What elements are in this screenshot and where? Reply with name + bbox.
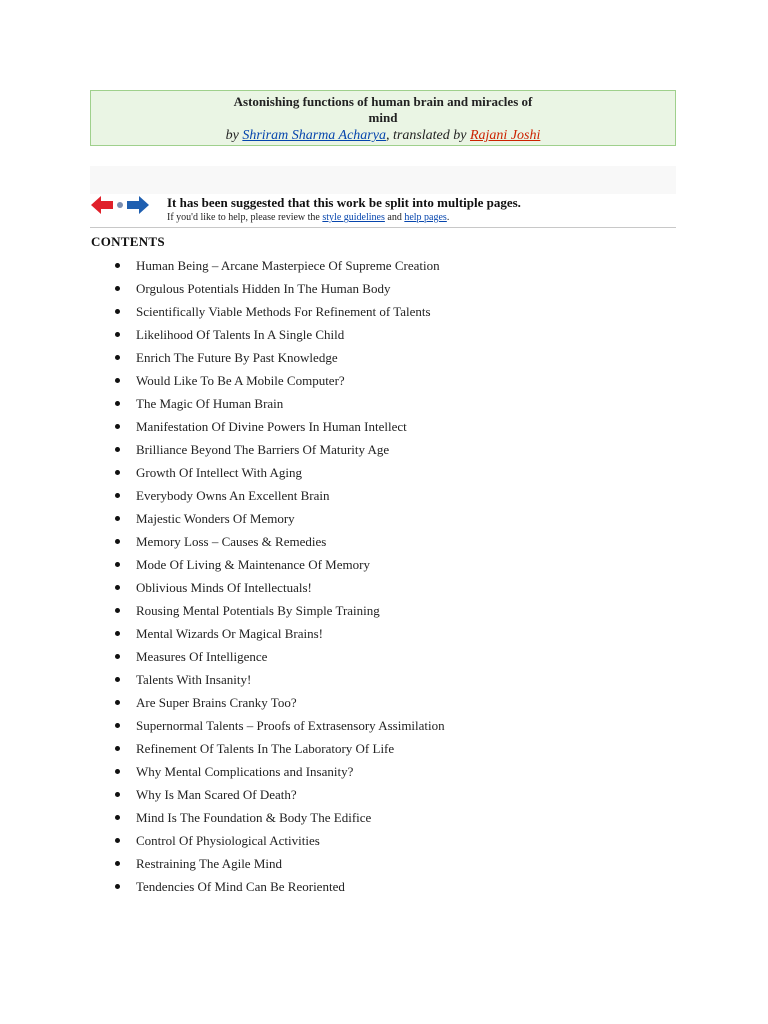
- bullet-icon: [115, 401, 120, 406]
- contents-item-label: Growth Of Intellect With Aging: [136, 465, 303, 480]
- bullet-icon: [115, 631, 120, 636]
- bullet-icon: [115, 746, 120, 751]
- contents-item[interactable]: [110, 577, 670, 600]
- bullet-icon: [115, 539, 120, 544]
- notice-sub-middle: and: [384, 212, 405, 223]
- contents-item-label: Rousing Mental Potentials By Simple Training: [136, 603, 380, 618]
- by-prefix: by: [225, 128, 243, 143]
- contents-item[interactable]: [110, 830, 670, 853]
- notice-sub-suffix: .: [446, 212, 450, 223]
- bullet-icon: [115, 378, 120, 383]
- contents-item[interactable]: [110, 646, 670, 669]
- contents-list: [110, 255, 670, 899]
- contents-item-label: Are Super Brains Cranky Too?: [136, 695, 297, 710]
- contents-item[interactable]: [110, 784, 670, 807]
- bullet-icon: [115, 792, 120, 797]
- contents-item[interactable]: [110, 807, 670, 830]
- contents-item[interactable]: [110, 301, 670, 324]
- contents-item[interactable]: [110, 669, 670, 692]
- contents-item-label: Talents With Insanity!: [136, 672, 252, 687]
- bullet-icon: [115, 815, 120, 820]
- bullet-icon: [115, 677, 120, 682]
- bullet-icon: [115, 470, 120, 475]
- notice-divider: [90, 227, 676, 228]
- contents-item[interactable]: [110, 347, 670, 370]
- contents-heading: CONTENTS: [91, 234, 165, 249]
- bullet-icon: [115, 355, 120, 360]
- contents-item[interactable]: [110, 531, 670, 554]
- style-guidelines-link[interactable]: style guidelines: [322, 212, 385, 223]
- bullet-icon: [115, 516, 120, 521]
- split-arrows-icon: [91, 193, 149, 217]
- contents-item-label: Memory Loss – Causes & Remedies: [136, 534, 327, 549]
- translated-prefix: , translated by: [385, 128, 470, 143]
- work-title-line-1: Astonishing functions of human brain and miracles of: [233, 94, 533, 109]
- contents-item-label: Everybody Owns An Excellent Brain: [136, 488, 330, 503]
- contents-item-label: Mind Is The Foundation & Body The Edifice: [136, 810, 372, 825]
- contents-item-label: Would Like To Be A Mobile Computer?: [136, 373, 345, 388]
- title-box: [90, 90, 676, 146]
- notice-bar: [90, 166, 676, 194]
- bullet-icon: [115, 723, 120, 728]
- contents-item[interactable]: [110, 600, 670, 623]
- work-title-line-2: mind: [368, 110, 398, 125]
- contents-item[interactable]: [110, 324, 670, 347]
- translator-link[interactable]: Rajani Joshi: [469, 128, 541, 143]
- bullet-icon: [115, 861, 120, 866]
- bullet-icon: [115, 654, 120, 659]
- contents-item-label: Control Of Physiological Activities: [136, 833, 320, 848]
- contents-item-label: Mental Wizards Or Magical Brains!: [136, 626, 323, 641]
- contents-item[interactable]: [110, 761, 670, 784]
- contents-item-label: Orgulous Potentials Hidden In The Human Body: [136, 281, 391, 296]
- contents-item-label: Scientifically Viable Methods For Refinement of Talents: [136, 304, 431, 319]
- contents-item-label: Restraining The Agile Mind: [136, 856, 282, 871]
- contents-item-label: Why Is Man Scared Of Death?: [136, 787, 297, 802]
- contents-item-label: Majestic Wonders Of Memory: [136, 511, 295, 526]
- contents-item-label: Refinement Of Talents In The Laboratory Of Life: [136, 741, 395, 756]
- contents-item[interactable]: [110, 485, 670, 508]
- bullet-icon: [115, 585, 120, 590]
- contents-item-label: Human Being – Arcane Masterpiece Of Supreme Creation: [136, 258, 440, 273]
- contents-item[interactable]: [110, 623, 670, 646]
- contents-item[interactable]: [110, 554, 670, 577]
- bullet-icon: [115, 608, 120, 613]
- bullet-icon: [115, 493, 120, 498]
- bullet-icon: [115, 424, 120, 429]
- contents-item[interactable]: [110, 853, 670, 876]
- contents-item-label: Oblivious Minds Of Intellectuals!: [136, 580, 312, 595]
- notice-subtext: [167, 212, 449, 223]
- help-pages-link[interactable]: help pages: [404, 212, 447, 223]
- bullet-icon: [115, 263, 120, 268]
- contents-item[interactable]: [110, 439, 670, 462]
- bullet-icon: [115, 884, 120, 889]
- contents-item-label: Tendencies Of Mind Can Be Reoriented: [136, 879, 345, 894]
- contents-item[interactable]: [110, 255, 670, 278]
- bullet-icon: [115, 447, 120, 452]
- contents-item[interactable]: [110, 416, 670, 439]
- bullet-icon: [115, 838, 120, 843]
- contents-item[interactable]: [110, 738, 670, 761]
- contents-item-label: Enrich The Future By Past Knowledge: [136, 350, 338, 365]
- notice-sub-prefix: If you'd like to help, please review the: [167, 212, 323, 223]
- contents-item[interactable]: [110, 462, 670, 485]
- contents-item[interactable]: [110, 278, 670, 301]
- contents-item[interactable]: [110, 715, 670, 738]
- bullet-icon: [115, 286, 120, 291]
- contents-item-label: Supernormal Talents – Proofs of Extrasensory Assimilation: [136, 718, 445, 733]
- contents-item-label: The Magic Of Human Brain: [136, 396, 284, 411]
- contents-item-label: Manifestation Of Divine Powers In Human Intellect: [136, 419, 407, 434]
- contents-item[interactable]: [110, 692, 670, 715]
- contents-item-label: Why Mental Complications and Insanity?: [136, 764, 354, 779]
- notice-heading: It has been suggested that this work be split into multiple pages.: [167, 195, 521, 210]
- contents-item[interactable]: [110, 370, 670, 393]
- contents-item[interactable]: [110, 876, 670, 899]
- byline: [91, 127, 675, 145]
- contents-item-label: Brilliance Beyond The Barriers Of Maturity Age: [136, 442, 390, 457]
- bullet-icon: [115, 700, 120, 705]
- bullet-icon: [115, 332, 120, 337]
- contents-item-label: Measures Of Intelligence: [136, 649, 268, 664]
- bullet-icon: [115, 769, 120, 774]
- author-link[interactable]: Shriram Sharma Acharya: [242, 128, 386, 143]
- contents-item-label: Likelihood Of Talents In A Single Child: [136, 327, 345, 342]
- contents-item[interactable]: [110, 508, 670, 531]
- bullet-icon: [115, 562, 120, 567]
- contents-item[interactable]: [110, 393, 670, 416]
- contents-item-label: Mode Of Living & Maintenance Of Memory: [136, 557, 370, 572]
- bullet-icon: [115, 309, 120, 314]
